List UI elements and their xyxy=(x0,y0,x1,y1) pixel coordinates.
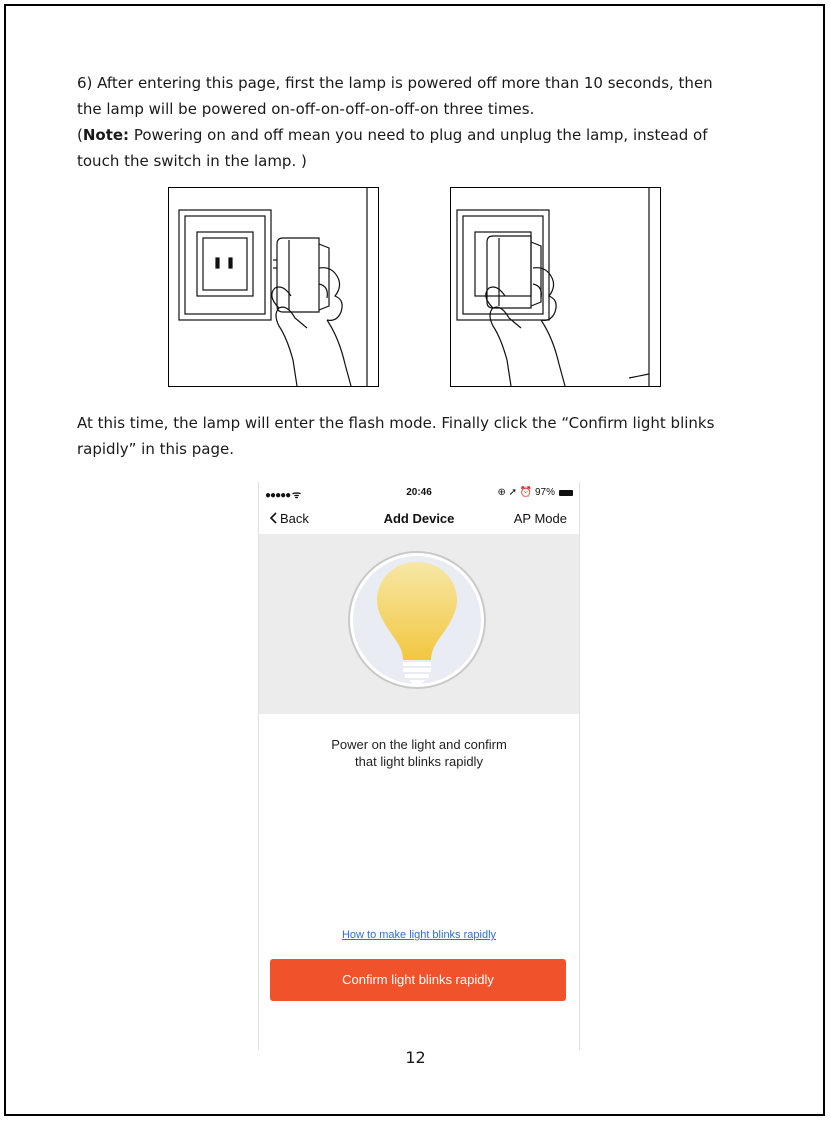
step6-paragraph xyxy=(77,70,767,174)
note-label: Note: xyxy=(82,126,130,144)
note-open-paren: ( xyxy=(77,126,83,144)
illustration-plug-in xyxy=(450,187,661,387)
navigation-bar xyxy=(259,504,579,534)
confirm-blinks-button[interactable]: Confirm light blinks rapidly xyxy=(270,959,566,1001)
note-line2: touch the switch in the lamp. ) xyxy=(77,152,307,170)
step6-line2: the lamp will be powered on-off-on-off-on-off-on three times. xyxy=(77,100,535,118)
instruction-line2: that light blinks rapidly xyxy=(355,754,483,769)
how-to-blink-link[interactable]: How to make light blinks rapidly xyxy=(341,929,497,941)
light-bulb-icon xyxy=(259,534,579,714)
battery-icon xyxy=(559,490,573,496)
phone-screenshot xyxy=(258,482,580,1050)
bulb-hero xyxy=(259,534,579,714)
flash-mode-line2: rapidly” in this page. xyxy=(77,440,234,458)
illustration-plug-out xyxy=(168,187,379,387)
status-right-icons: ⊕ ➚ ⏰ 97% xyxy=(497,487,555,498)
ap-mode-button[interactable]: AP Mode xyxy=(513,511,567,526)
back-label: Back xyxy=(280,511,309,526)
status-time: 20:46 xyxy=(406,487,432,498)
nav-title: Add Device xyxy=(383,511,455,526)
page-number: 12 xyxy=(405,1048,426,1067)
flash-mode-line1: At this time, the lamp will enter the flash mode. Finally click the “Confirm light blinks xyxy=(77,414,715,432)
note-line1: Powering on and off mean you need to plug and unplug the lamp, instead of xyxy=(129,126,708,144)
plug-in-drawing xyxy=(451,188,660,386)
step6-line1: 6) After entering this page, first the lamp is powered off more than 10 seconds, then xyxy=(77,74,713,92)
plug-out-drawing xyxy=(169,188,378,386)
signal-wifi-icon: ●●●●● ᯤ xyxy=(265,490,301,501)
status-bar xyxy=(259,482,579,504)
flash-mode-paragraph xyxy=(77,410,767,462)
instruction-line1: Power on the light and confirm xyxy=(331,737,507,752)
power-on-instruction xyxy=(279,736,559,770)
